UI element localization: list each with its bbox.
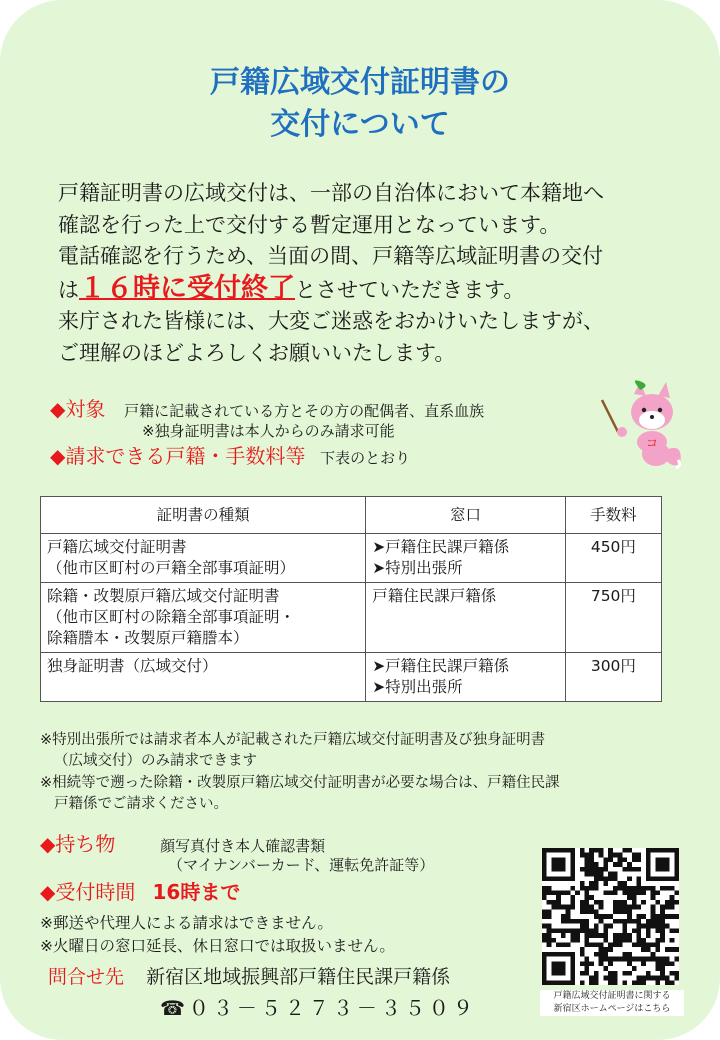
- cell-window-line: ➤戸籍住民課戸籍係: [372, 657, 510, 675]
- phone-icon: ☎: [160, 996, 189, 1020]
- table-notes: [40, 730, 560, 815]
- header-fee: 手数料: [565, 497, 661, 534]
- cell-type-line: 除籍謄本・改製原戸籍謄本）: [47, 629, 249, 647]
- belongings-marker: ◆: [40, 832, 56, 856]
- fees-heading: [50, 440, 410, 469]
- svg-text:コ: コ: [645, 436, 659, 450]
- intro-line-6: ご理解のほどよろしくお願いいたします。: [58, 340, 456, 365]
- fees-text: 下表のとおり: [320, 449, 411, 467]
- cell-window: [366, 583, 566, 653]
- qr-caption: [540, 990, 684, 1016]
- fox-mascot-icon: [596, 380, 688, 472]
- target-note: ※独身証明書は本人からのみ請求可能: [142, 422, 395, 440]
- table-row: [41, 653, 662, 702]
- deadline-highlight: １６時に受付終了: [79, 272, 295, 304]
- qr-caption-line-1: 戸籍広域交付証明書に関する: [553, 991, 671, 1001]
- bottom-notes: [40, 912, 395, 958]
- table-note: ※相続等で遡った除籍・改製原戸籍広域交付証明書が必要な場合は、戸籍住民課: [40, 774, 560, 791]
- cell-fee: 450円: [565, 534, 661, 583]
- cell-window-line: ➤特別出張所: [372, 559, 463, 577]
- cell-type-line: 戸籍広域交付証明書: [47, 538, 187, 556]
- intro-line-4-post: とさせていただきます。: [295, 277, 525, 302]
- target-marker: ◆: [50, 397, 66, 421]
- title-line-1: 戸籍広域交付証明書の: [210, 65, 510, 100]
- header-type: 証明書の種類: [41, 497, 366, 534]
- intro-line-1: 戸籍証明書の広域交付は、一部の自治体において本籍地へ: [58, 181, 604, 205]
- cell-window-line: 戸籍住民課戸籍係: [372, 587, 497, 605]
- contact-phone-line: [160, 992, 477, 1021]
- cell-type-line: 除籍・改製原戸籍広域交付証明書: [47, 587, 280, 605]
- cell-window: [366, 534, 566, 583]
- contact-label: 問合せ先: [48, 966, 125, 988]
- cell-type: [41, 653, 366, 702]
- cell-fee: 300円: [565, 653, 661, 702]
- hours-value: 16時まで: [152, 880, 241, 904]
- contact-office: 新宿区地域振興部戸籍住民課戸籍係: [146, 966, 451, 988]
- qr-caption-line-2: 新宿区ホームページはこちら: [553, 1004, 671, 1014]
- contact-phone: ０３－５２７３－３５０９: [188, 996, 477, 1020]
- intro-line-4: [58, 273, 698, 307]
- table-note: 戸籍係でご請求ください。: [54, 795, 228, 812]
- bottom-note: ※郵送や代理人による請求はできません。: [40, 914, 333, 932]
- cell-window-line: ➤戸籍住民課戸籍係: [372, 538, 510, 556]
- cell-window: [366, 653, 566, 702]
- table-row: [41, 583, 662, 653]
- fees-table: [40, 496, 662, 702]
- belongings-text: 顔写真付き本人確認書類: [160, 837, 326, 855]
- cell-type-line: 独身証明書（広域交付）: [47, 657, 218, 675]
- belongings-sub: （マイナンバーカード、運転免許証等）: [168, 856, 435, 874]
- hours-marker: ◆: [40, 880, 56, 904]
- target-section: [50, 393, 484, 422]
- intro-line-3: 電話確認を行うため、当面の間、戸籍等広域証明書の交付: [58, 244, 604, 269]
- intro-line-5: 来庁された皆様には、大変ご迷惑をおかけいたしますが、: [58, 309, 604, 334]
- hours-label: 受付時間: [55, 880, 136, 904]
- bottom-note: ※火曜日の窓口延長、休日窓口では取扱いません。: [40, 937, 395, 955]
- table-note: （広域交付）のみ請求できます: [54, 753, 257, 770]
- belongings-label: 持ち物: [55, 832, 116, 856]
- cell-type: [41, 583, 366, 653]
- cell-type-line: （他市区町村の戸籍全部事項証明）: [47, 559, 296, 577]
- title-line-2: 交付について: [270, 107, 450, 142]
- target-text: 戸籍に記載されている方とその方の配偶者、直系血族: [124, 402, 485, 420]
- belongings-section: [40, 828, 325, 857]
- intro-paragraph: [58, 178, 698, 370]
- table-header-row: [41, 497, 662, 534]
- page-title: [0, 62, 720, 146]
- cell-type-line: （他市区町村の除籍全部事項証明・: [47, 608, 296, 626]
- header-window: 窓口: [366, 497, 566, 534]
- cell-type: [41, 534, 366, 583]
- cell-window-line: ➤特別出張所: [372, 678, 463, 696]
- qr-code-icon[interactable]: [542, 848, 679, 985]
- fees-label: 請求できる戸籍・手数料等: [65, 444, 306, 468]
- intro-line-4-pre: は: [58, 277, 79, 302]
- target-label: 対象: [65, 397, 106, 421]
- cell-fee: 750円: [565, 583, 661, 653]
- table-row: [41, 534, 662, 583]
- fees-marker: ◆: [50, 444, 66, 468]
- hours-section: [40, 876, 240, 905]
- contact-section: [48, 962, 450, 989]
- table-note: ※特別出張所では請求者本人が記載された戸籍広域交付証明書及び独身証明書: [40, 732, 546, 748]
- intro-line-2: 確認を行った上で交付する暫定運用となっています。: [58, 212, 561, 237]
